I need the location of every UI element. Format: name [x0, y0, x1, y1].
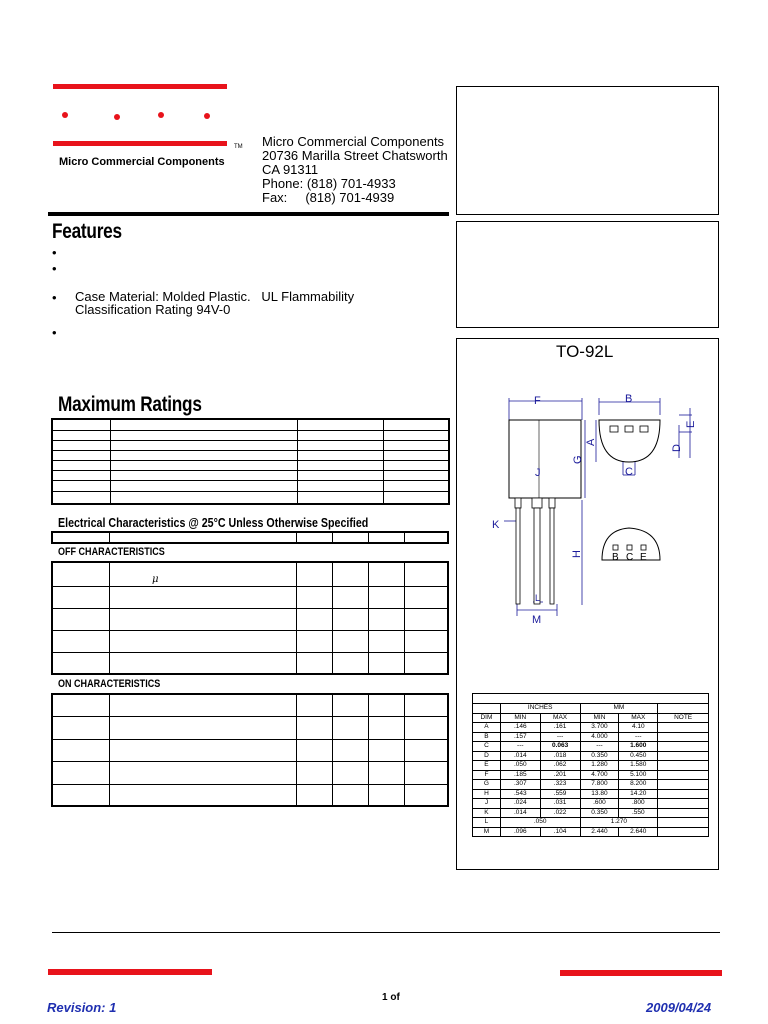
bullet: • — [52, 290, 57, 305]
table-row — [473, 770, 709, 780]
off-characteristics-heading: OFF CHARACTERISTICS — [58, 546, 165, 558]
revision-label: Revision: 1 — [47, 1000, 117, 1015]
table-cell: 4.700 — [580, 770, 619, 780]
table-row — [473, 780, 709, 790]
on-characteristics-heading: ON CHARACTERISTICS — [58, 678, 161, 690]
dim-label-m: M — [532, 614, 542, 626]
dim-label-h: H — [571, 550, 583, 558]
bullet: • — [52, 261, 57, 276]
table-cell: K — [473, 808, 501, 818]
pin-label-e: E — [640, 552, 647, 563]
table-cell: .146 — [500, 723, 540, 733]
part-number-box — [456, 86, 719, 215]
table-cell — [658, 742, 709, 752]
package-outline-drawing — [457, 380, 717, 640]
table-cell: --- — [580, 742, 619, 752]
table-cell — [658, 761, 709, 771]
table-cell: .559 — [540, 789, 580, 799]
table-cell: 1.280 — [580, 761, 619, 771]
fax: Fax: (818) 701-4939 — [262, 190, 395, 205]
table-row — [473, 761, 709, 771]
company-address — [262, 135, 448, 205]
table-cell: D — [473, 751, 501, 761]
table-cell — [658, 789, 709, 799]
header-rule — [48, 212, 449, 216]
table-row — [473, 742, 709, 752]
table-cell — [658, 827, 709, 837]
table-cell — [658, 751, 709, 761]
logo-bottom-bar — [53, 141, 227, 146]
footer-right-bar — [560, 970, 722, 976]
table-cell: F — [473, 770, 501, 780]
table-cell: G — [473, 780, 501, 790]
logo-dot — [114, 114, 120, 120]
column-header: MAX — [540, 713, 580, 723]
table-cell: --- — [500, 742, 540, 752]
dimension-table — [472, 693, 709, 837]
table-cell: .018 — [540, 751, 580, 761]
features-heading: Features — [52, 220, 122, 243]
table-cell: 5.100 — [619, 770, 658, 780]
table-cell: 14.20 — [619, 789, 658, 799]
footer-rule — [52, 932, 720, 933]
table-cell: .104 — [540, 827, 580, 837]
table-cell: C — [473, 742, 501, 752]
table-cell: .161 — [540, 723, 580, 733]
table-cell: 7.800 — [580, 780, 619, 790]
feature-case-material: Case Material: Molded Plastic. UL Flammability Classification Rating 94V-0 — [75, 289, 355, 317]
column-header: NOTE — [658, 713, 709, 723]
table-cell: .307 — [500, 780, 540, 790]
table-cell: .157 — [500, 732, 540, 742]
mu-symbol: μ — [152, 574, 159, 585]
dim-label-k: K — [492, 519, 500, 531]
table-row — [473, 751, 709, 761]
electrical-heading: Electrical Characteristics @ 25°C Unless Otherwise Specified — [58, 515, 369, 530]
logo-dot — [204, 113, 210, 119]
electrical-header-row — [51, 531, 449, 544]
logo-top-bar — [53, 84, 227, 89]
table-cell: 0.350 — [580, 808, 619, 818]
table-cell: 1.270 — [580, 818, 658, 828]
table-cell: L — [473, 818, 501, 828]
dim-label-d: D — [671, 444, 683, 452]
table-row — [473, 799, 709, 809]
table-cell: 1.580 — [619, 761, 658, 771]
package-title: TO-92L — [556, 342, 614, 361]
dim-label-a: A — [585, 438, 597, 446]
table-row — [473, 723, 709, 733]
column-header: MAX — [619, 713, 658, 723]
table-row — [473, 827, 709, 837]
table-cell: .600 — [580, 799, 619, 809]
on-characteristics-table — [51, 693, 449, 807]
table-cell: 0.350 — [580, 751, 619, 761]
date-label: 2009/04/24 — [646, 1000, 712, 1015]
table-row — [473, 818, 709, 828]
bullet: • — [52, 325, 57, 340]
dim-label-b: B — [625, 393, 633, 405]
table-cell: .031 — [540, 799, 580, 809]
table-cell: E — [473, 761, 501, 771]
logo-dot — [158, 112, 164, 118]
table-cell: 1.600 — [619, 742, 658, 752]
address-line: Micro Commercial Components — [262, 134, 445, 149]
table-cell: 2.440 — [580, 827, 619, 837]
table-cell: --- — [619, 732, 658, 742]
table-cell — [658, 808, 709, 818]
table-cell: A — [473, 723, 501, 733]
max-ratings-table — [51, 418, 450, 505]
table-cell: J — [473, 799, 501, 809]
dim-label-g: G — [572, 455, 584, 464]
table-cell: 8.200 — [619, 780, 658, 790]
table-cell — [658, 732, 709, 742]
off-characteristics-table — [51, 561, 449, 675]
phone: Phone: (818) 701-4933 — [262, 176, 396, 191]
table-cell: .201 — [540, 770, 580, 780]
table-cell: .050 — [500, 761, 540, 771]
table-cell — [658, 799, 709, 809]
table-row — [473, 789, 709, 799]
table-cell: 0.063 — [540, 742, 580, 752]
column-header: MIN — [580, 713, 619, 723]
table-cell: B — [473, 732, 501, 742]
table-cell: 0.450 — [619, 751, 658, 761]
dim-label-e: E — [685, 420, 697, 428]
table-cell: .014 — [500, 751, 540, 761]
table-cell: 4.10 — [619, 723, 658, 733]
table-cell — [658, 723, 709, 733]
dim-label-f: F — [534, 395, 541, 407]
table-cell: 13.80 — [580, 789, 619, 799]
description-box — [456, 221, 719, 328]
footer-left-bar — [48, 969, 212, 975]
unit-header-inches: INCHES — [500, 704, 580, 714]
dim-label-c: C — [625, 466, 633, 478]
table-cell: --- — [540, 732, 580, 742]
table-cell — [658, 818, 709, 828]
max-ratings-heading: Maximum Ratings — [58, 393, 202, 416]
address-line: 20736 Marilla Street Chatsworth — [262, 148, 448, 163]
table-cell: .024 — [500, 799, 540, 809]
table-cell: .022 — [540, 808, 580, 818]
table-cell: .323 — [540, 780, 580, 790]
dim-label-l: L — [535, 593, 541, 603]
table-cell: .062 — [540, 761, 580, 771]
table-cell: .800 — [619, 799, 658, 809]
table-cell: .014 — [500, 808, 540, 818]
table-cell — [658, 780, 709, 790]
table-cell — [658, 770, 709, 780]
table-row — [473, 808, 709, 818]
logo-dot — [62, 112, 68, 118]
table-cell: .185 — [500, 770, 540, 780]
table-cell: .550 — [619, 808, 658, 818]
table-cell: 2.640 — [619, 827, 658, 837]
pin-label-c: C — [626, 552, 634, 563]
column-header: MIN — [500, 713, 540, 723]
table-cell: M — [473, 827, 501, 837]
address-line: CA 91311 — [262, 162, 319, 177]
company-name: Micro Commercial Components — [59, 156, 225, 168]
table-cell: H — [473, 789, 501, 799]
trademark: TM — [234, 144, 243, 150]
dim-label-j: J — [535, 467, 541, 479]
table-cell: .096 — [500, 827, 540, 837]
table-cell: .050 — [500, 818, 580, 828]
table-cell: 4.000 — [580, 732, 619, 742]
bullet: • — [52, 245, 57, 260]
column-header: DIM — [473, 713, 501, 723]
table-cell: .543 — [500, 789, 540, 799]
table-row — [473, 732, 709, 742]
pin-label-b: B — [612, 552, 619, 563]
page-number: 1 of — [382, 992, 400, 1003]
unit-header-mm: MM — [580, 704, 658, 714]
table-cell: 3.700 — [580, 723, 619, 733]
